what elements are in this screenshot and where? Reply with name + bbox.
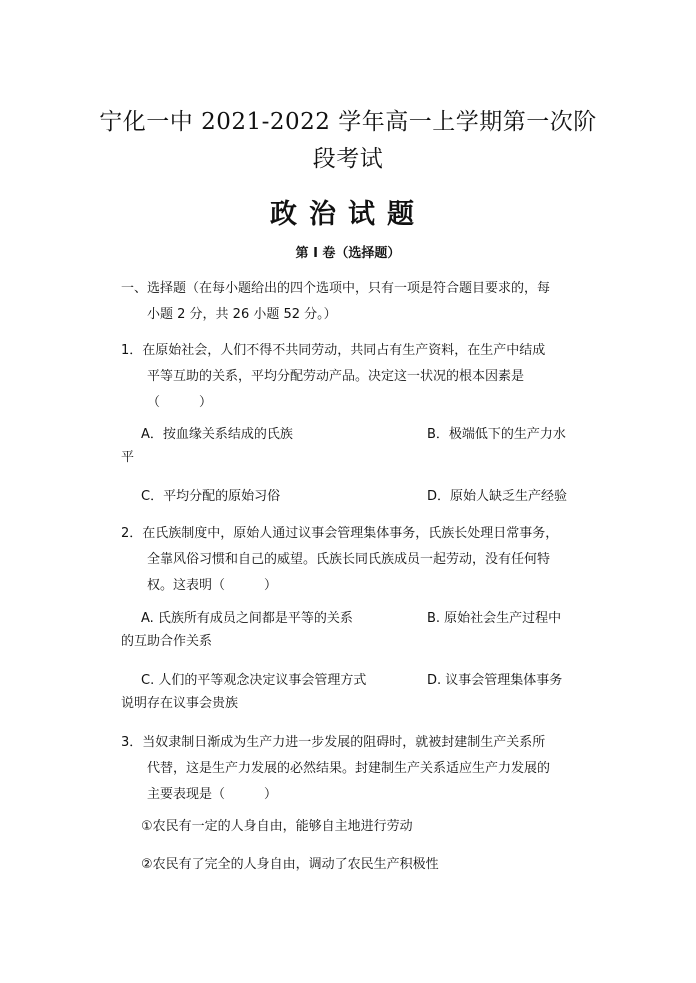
question-1 — [121, 338, 591, 416]
question-3-item-1: ①农民有一定的人身自由，能够自主地进行劳动 — [141, 819, 413, 834]
option-b-continuation: 平 — [121, 450, 135, 465]
question-1-options-row1 — [121, 423, 591, 469]
exam-title-line1: 宁化一中 2021-2022 学年高一上学期第一次阶 — [99, 109, 597, 135]
question-3 — [121, 730, 591, 808]
instructions — [121, 276, 591, 328]
option-c[interactable]: C．平均分配的原始习俗 — [141, 489, 281, 504]
question-1-options-row2 — [121, 485, 591, 508]
question-1-line2: 平等互助的关系，平均分配劳动产品。决定这一状况的根本因素是 — [147, 369, 525, 384]
option-b[interactable]: B．极端低下的生产力水 — [427, 427, 566, 442]
subject-title: 政治试题 — [270, 199, 426, 230]
option-d[interactable]: D．原始人缺乏生产经验 — [427, 489, 568, 504]
instructions-line1: 一、选择题（在每小题给出的四个选项中，只有一项是符合题目要求的，每 — [121, 281, 551, 296]
question-2-line2: 全靠风俗习惯和自己的威望。氏族长同氏族成员一起劳动，没有任何特 — [147, 552, 551, 567]
question-2-options-row1 — [121, 607, 591, 653]
question-3-line3: 主要表现是（ ） — [147, 787, 278, 802]
option-c[interactable]: C. 人们的平等观念决定议事会管理方式 — [141, 673, 367, 688]
section-heading: 第 I 卷（选择题） — [295, 246, 401, 261]
exam-title-line2: 段考试 — [312, 146, 384, 172]
instructions-line2: 小题 2 分，共 26 小题 52 分。） — [147, 307, 337, 322]
question-1-line1: 1．在原始社会，人们不得不共同劳动，共同占有生产资料，在生产中结成 — [121, 343, 546, 358]
option-d-continuation: 说明存在议事会贵族 — [121, 696, 239, 711]
question-2-line3: 权。这表明（ ） — [147, 578, 278, 593]
option-a[interactable]: A．按血缘关系结成的氏族 — [141, 427, 293, 442]
option-d[interactable]: D. 议事会管理集体事务 — [427, 673, 563, 688]
question-2-line1: 2．在氏族制度中，原始人通过议事会管理集体事务，氏族长处理日常事务， — [121, 526, 559, 541]
question-3-line1: 3．当奴隶制日渐成为生产力进一步发展的阻碍时，就被封建制生产关系所 — [121, 735, 546, 750]
question-3-item-2: ②农民有了完全的人身自由，调动了农民生产积极性 — [141, 857, 439, 872]
option-a[interactable]: A. 氏族所有成员之间都是平等的关系 — [141, 611, 353, 626]
question-2-options-row2 — [121, 669, 591, 715]
option-b[interactable]: B. 原始社会生产过程中 — [427, 611, 562, 626]
question-3-line2: 代替，这是生产力发展的必然结果。封建制生产关系适应生产力发展的 — [147, 761, 551, 776]
question-2 — [121, 521, 591, 599]
question-1-line3: （ ） — [147, 395, 213, 410]
option-b-continuation: 的互助合作关系 — [121, 634, 213, 649]
